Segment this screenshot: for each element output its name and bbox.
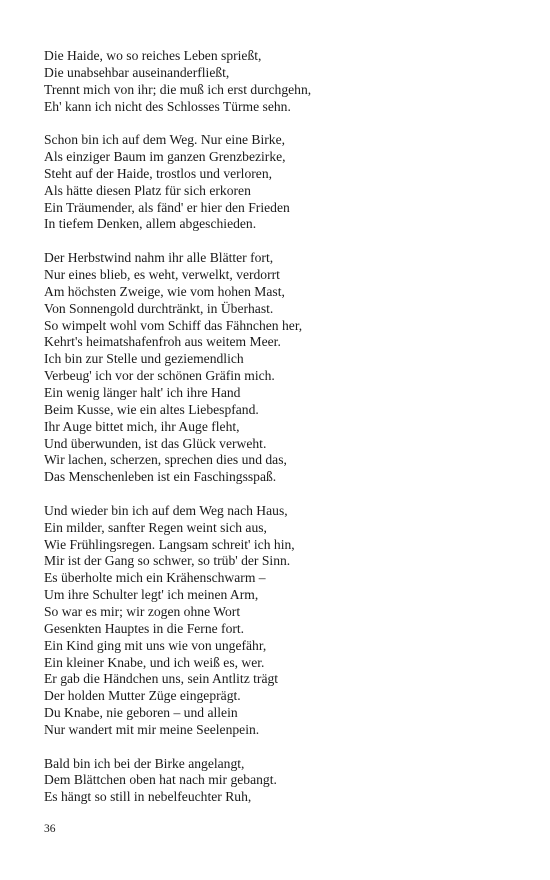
poem-line: So war es mir; wir zogen ohne Wort — [44, 603, 241, 619]
poem-line: Die unabsehbar auseinanderfließt, — [44, 64, 230, 80]
poem-line: Der holden Mutter Züge eingeprägt. — [44, 688, 241, 704]
poem-line: Trennt mich von ihr; die muß ich erst durchgehn, — [44, 81, 312, 97]
poem-line: Du Knabe, nie geboren – und allein — [44, 705, 238, 721]
poem-line: In tiefem Denken, allem abgeschieden. — [44, 216, 257, 232]
poem-line: Mir ist der Gang so schwer, so trüb' der Sinn. — [44, 553, 291, 569]
poem-line: Die Haide, wo so reiches Leben sprießt, — [44, 48, 262, 63]
stanza — [44, 250, 514, 486]
poem-line: Um ihre Schulter legt' ich meinen Arm, — [44, 587, 259, 603]
poem-line: Wir lachen, scherzen, sprechen dies und das, — [44, 452, 287, 468]
poem-line: Ein wenig länger halt' ich ihre Hand — [44, 384, 241, 400]
poem-line: Ein milder, sanfter Regen weint sich aus, — [44, 519, 267, 535]
poem-line: Ein Kind ging mit uns wie von ungefähr, — [44, 637, 267, 653]
stanza — [44, 756, 514, 807]
poem-line: Schon bin ich auf dem Weg. Nur eine Birke, — [44, 132, 286, 148]
poem-line: Am höchsten Zweige, wie vom hohen Mast, — [44, 283, 285, 299]
poem-line: Er gab die Händchen uns, sein Antlitz trägt — [44, 671, 279, 687]
poem-line: Als einziger Baum im ganzen Grenzbezirke, — [44, 149, 286, 165]
poem-line: Als hätte diesen Platz für sich erkoren — [44, 182, 251, 198]
poem-line: Steht auf der Haide, trostlos und verloren, — [44, 165, 273, 181]
poem-line: Ich bin zur Stelle und geziemendlich — [44, 351, 244, 367]
poem-line: Ein Träumender, als fänd' er hier den Frieden — [44, 199, 290, 215]
poem-line: Und überwunden, ist das Glück verweht. — [44, 435, 267, 451]
poem-line: Es überholte mich ein Krähenschwarm – — [44, 570, 266, 586]
poem-line: Dem Blättchen oben hat nach mir gebangt. — [44, 772, 277, 788]
stanza — [44, 48, 514, 115]
poem-line: Der Herbstwind nahm ihr alle Blätter fort, — [44, 250, 274, 266]
poem-line: Kehrt's heimatshafenfroh aus weitem Meer. — [44, 334, 281, 350]
poem-line: Es hängt so still in nebelfeuchter Ruh, — [44, 789, 252, 805]
poem-line: Nur eines blieb, es weht, verwelkt, verdorrt — [44, 267, 280, 283]
poem-line: Gesenkten Hauptes in die Ferne fort. — [44, 620, 245, 636]
poem-line: Beim Kusse, wie ein altes Liebespfand. — [44, 401, 259, 417]
poem-line: Von Sonnengold durchtränkt, in Überhast. — [44, 300, 274, 316]
poem-line: Das Menschenleben ist ein Faschingsspaß. — [44, 469, 277, 485]
poem-line: Eh' kann ich nicht des Schlosses Türme sehn. — [44, 98, 291, 114]
poem-line: Wie Frühlingsregen. Langsam schreit' ich hin, — [44, 536, 295, 552]
stanza — [44, 132, 514, 233]
poem-line: So wimpelt wohl vom Schiff das Fähnchen her, — [44, 317, 303, 333]
poem-line: Nur wandert mit mir meine Seelenpein. — [44, 721, 260, 737]
poem-text — [44, 48, 514, 823]
poem-line: Und wieder bin ich auf dem Weg nach Haus, — [44, 502, 288, 518]
poem-line: Bald bin ich bei der Birke angelangt, — [44, 755, 245, 771]
stanza — [44, 503, 514, 739]
page-number: 36 — [44, 823, 56, 835]
poem-line: Verbeug' ich vor der schönen Gräfin mich. — [44, 368, 275, 384]
poem-line: Ihr Auge bittet mich, ihr Auge fleht, — [44, 418, 240, 434]
poem-line: Ein kleiner Knabe, und ich weiß es, wer. — [44, 654, 265, 670]
